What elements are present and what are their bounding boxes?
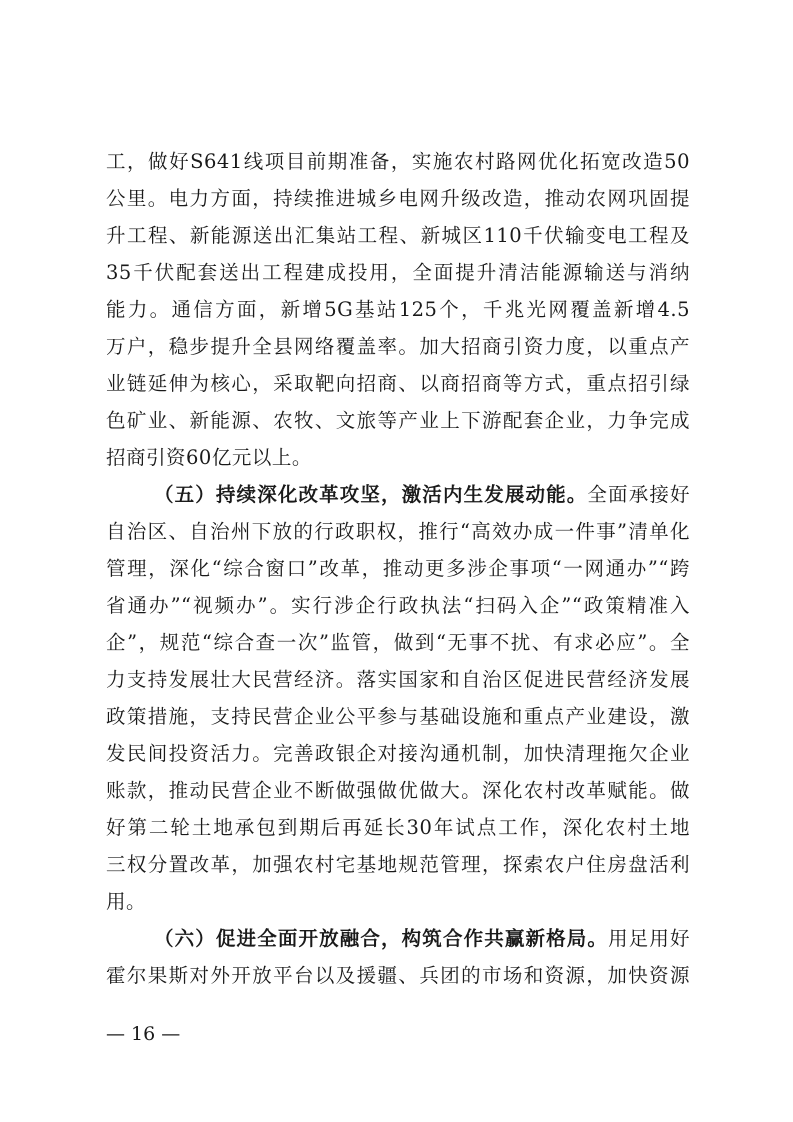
body-line-6: 万户，稳步提升全县网络覆盖率。加大招商引资力度，以重点产 <box>106 335 690 358</box>
body-line-4: 35千伏配套送出工程建成投用，全面提升清洁能源输送与消纳 <box>106 261 690 284</box>
body-line-19: 好第二轮土地承包到期后再延长30年试点工作，深化农村土地 <box>106 816 690 839</box>
page-number: — 16 — <box>106 1023 181 1045</box>
body-line-12: 管理，深化“综合窗口”改革，推动更多涉企事项“一网通办”“跨 <box>106 557 690 580</box>
body-line-5: 能力。通信方面，新增5G基站125个，千兆光网覆盖新增4.5 <box>106 298 690 321</box>
section-5-heading: （五）持续深化改革攻坚，激活内生发展动能。 <box>154 483 588 506</box>
body-line-21: 用。 <box>106 890 147 913</box>
body-line-9: 招商引资60亿元以上。 <box>106 446 312 469</box>
body-line-18: 账款，推动民营企业不断做强做优做大。深化农村改革赋能。做 <box>106 779 690 802</box>
body-line-15: 力支持发展壮大民营经济。落实国家和自治区促进民营经济发展 <box>106 668 690 691</box>
body-line-7: 业链延伸为核心，采取靶向招商、以商招商等方式，重点招引绿 <box>106 372 690 395</box>
body-line-3: 升工程、新能源送出汇集站工程、新城区110千伏输变电工程及 <box>106 224 690 247</box>
body-line-2: 公里。电力方面，持续推进城乡电网升级改造，推动农网巩固提 <box>106 187 690 210</box>
section-5-heading-tail: 全面承接好 <box>587 483 690 506</box>
body-line-1: 工，做好S641线项目前期准备，实施农村路网优化拓宽改造50 <box>106 150 690 173</box>
section-5-first-line <box>154 481 690 509</box>
section-6-first-line <box>154 925 690 953</box>
section-6-heading-tail: 用足用好 <box>608 927 690 950</box>
body-line-14: 企”，规范“综合查一次”监管，做到“无事不扰、有求必应”。全 <box>106 631 690 654</box>
body-line-16: 政策措施，支持民营企业公平参与基础设施和重点产业建设，激 <box>106 705 690 728</box>
body-line-11: 自治区、自治州下放的行政职权，推行“高效办成一件事”清单化 <box>106 520 690 543</box>
body-line-13: 省通办”“视频办”。实行涉企行政执法“扫码入企”“政策精准入 <box>106 594 690 617</box>
body-line-23: 霍尔果斯对外开放平台以及援疆、兵团的市场和资源，加快资源 <box>106 964 690 987</box>
body-line-20: 三权分置改革，加强农村宅基地规范管理，探索农户住房盘活利 <box>106 853 690 876</box>
section-6-heading: （六）促进全面开放融合，构筑合作共赢新格局。 <box>154 927 609 950</box>
body-line-17: 发民间投资活力。完善政银企对接沟通机制，加快清理拖欠企业 <box>106 742 690 765</box>
body-line-8: 色矿业、新能源、农牧、文旅等产业上下游配套企业，力争完成 <box>106 409 690 432</box>
